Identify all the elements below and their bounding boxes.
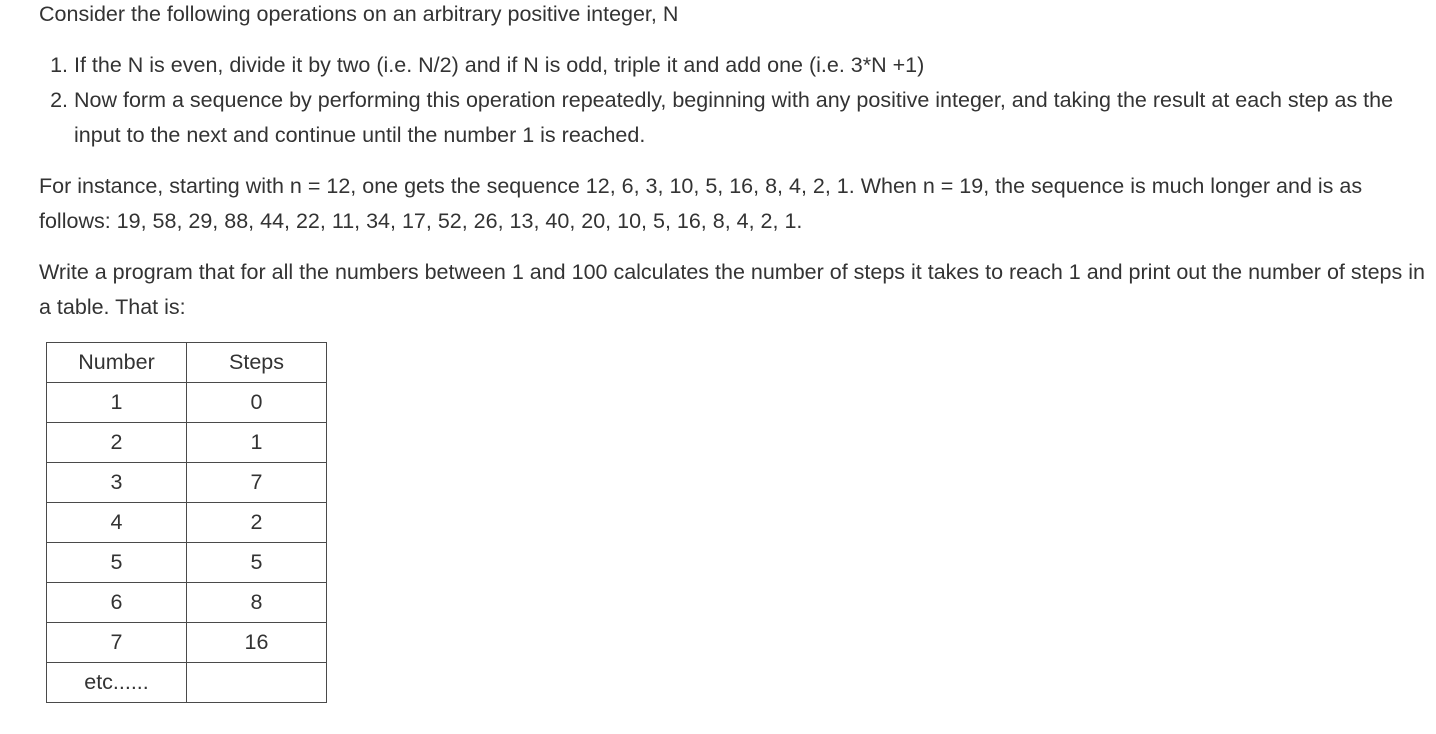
cell-number: 3 xyxy=(47,463,187,503)
task-text: Write a program that for all the numbers between 1 and 100 calculates the number of steps it takes to reach 1 and print out the number of steps in a table. That is: xyxy=(39,260,1425,319)
rule-item-1: 1. If the N is even, divide it by two (i.e. N/2) and if N is odd, triple it and add one (i.e. 3*N +1) xyxy=(74,48,1436,83)
table-row xyxy=(47,663,327,703)
cell-number: 4 xyxy=(47,503,187,543)
cell-steps xyxy=(187,663,327,703)
cell-steps: 16 xyxy=(187,623,327,663)
cell-number: 7 xyxy=(47,623,187,663)
table-row xyxy=(47,383,327,423)
header-number: Number xyxy=(47,343,187,383)
header-steps: Steps xyxy=(187,343,327,383)
cell-number: 2 xyxy=(47,423,187,463)
cell-steps: 1 xyxy=(187,423,327,463)
cell-steps: 7 xyxy=(187,463,327,503)
table-row xyxy=(47,503,327,543)
cell-number: etc...... xyxy=(47,663,187,703)
example-text: For instance, starting with n = 12, one gets the sequence 12, 6, 3, 10, 5, 16, 8, 4, 2, 1. When n = 19, the sequence is much longer and is as follows: 19, 58, 29, 88, 44, 22, 11, 34, 17, 52, 26, 13, 40, 20, 10, 5, 16, 8, 4, 2, 1. xyxy=(39,174,1363,233)
cell-number: 1 xyxy=(47,383,187,423)
table-row xyxy=(47,623,327,663)
table-header-row xyxy=(47,343,327,383)
table-row xyxy=(47,423,327,463)
cell-steps: 8 xyxy=(187,583,327,623)
rules-list xyxy=(39,48,1436,153)
cell-steps: 2 xyxy=(187,503,327,543)
cell-number: 5 xyxy=(47,543,187,583)
table-row xyxy=(47,463,327,503)
cell-number: 6 xyxy=(47,583,187,623)
cell-steps: 0 xyxy=(187,383,327,423)
cell-steps: 5 xyxy=(187,543,327,583)
steps-table xyxy=(46,342,327,703)
rule-item-2: 2. Now form a sequence by performing this operation repeatedly, beginning with any positive integer, and taking the result at each step as the input to the next and continue until the number 1 is reached. xyxy=(74,83,1436,153)
table-row xyxy=(47,543,327,583)
table-row xyxy=(47,583,327,623)
intro-text: Consider the following operations on an arbitrary positive integer, N xyxy=(39,2,679,26)
